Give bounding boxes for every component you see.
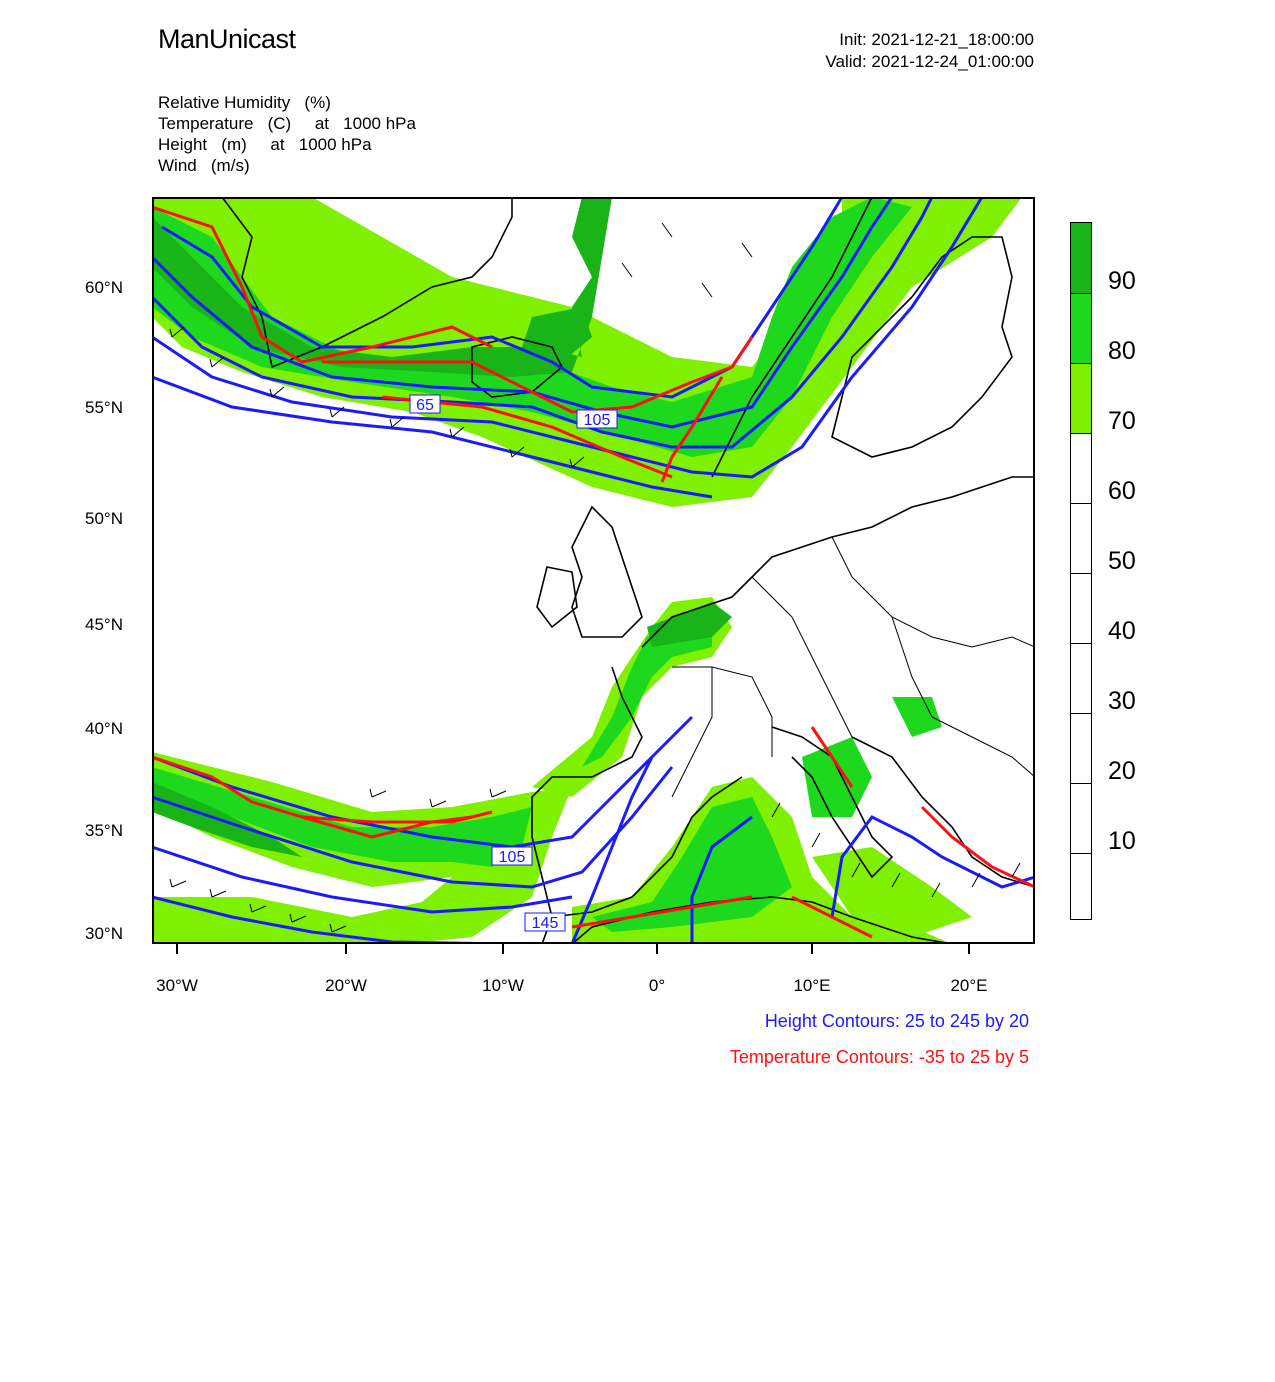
- humidity-colorbar: [1070, 222, 1092, 920]
- lat-label-60n: 60°N: [85, 278, 123, 297]
- colorbar-bin-40: [1071, 573, 1091, 643]
- field-humidity: Relative Humidity (%): [158, 93, 331, 112]
- lon-label-30w: 30°W: [156, 976, 198, 995]
- lat-label-30n: 30°N: [85, 924, 123, 943]
- colorbar-bin-50: [1071, 503, 1091, 573]
- colorbar-bin-80: [1071, 293, 1091, 363]
- height-label-105-north: 105: [583, 412, 611, 429]
- weather-map: [152, 197, 1035, 944]
- field-wind: Wind (m/s): [158, 156, 250, 175]
- colorbar-label-10: 10: [1108, 827, 1136, 855]
- valid-time: Valid: 2021-12-24_01:00:00: [825, 52, 1034, 71]
- colorbar-bin-60: [1071, 433, 1091, 503]
- lat-label-40n: 40°N: [85, 719, 123, 738]
- colorbar-bin-90: [1071, 223, 1091, 293]
- bottom-ticks: [150, 944, 1040, 958]
- height-label-105-south: 105: [498, 849, 526, 866]
- height-label-145: 145: [531, 915, 559, 932]
- lon-label-20e: 20°E: [950, 976, 988, 995]
- lat-label-50n: 50°N: [85, 509, 123, 528]
- colorbar-label-20: 20: [1108, 757, 1136, 785]
- lat-label-45n: 45°N: [85, 615, 123, 634]
- colorbar-label-60: 60: [1108, 477, 1136, 505]
- colorbar-label-30: 30: [1108, 687, 1136, 715]
- lat-label-55n: 55°N: [85, 398, 123, 417]
- lon-label-20w: 20°W: [325, 976, 367, 995]
- colorbar-label-50: 50: [1108, 547, 1136, 575]
- lon-label-10e: 10°E: [793, 976, 831, 995]
- init-time: Init: 2021-12-21_18:00:00: [839, 30, 1034, 49]
- colorbar-bin-0: [1071, 853, 1091, 919]
- map-title: ManUnicast: [158, 24, 296, 54]
- colorbar-label-80: 80: [1108, 337, 1136, 365]
- field-temperature: Temperature (C) at 1000 hPa: [158, 114, 416, 133]
- map-panel: [152, 197, 1035, 944]
- height-contour-note: Height Contours: 25 to 245 by 20: [764, 1011, 1029, 1031]
- colorbar-bin-20: [1071, 713, 1091, 783]
- colorbar-label-70: 70: [1108, 407, 1136, 435]
- colorbar-bin-30: [1071, 643, 1091, 713]
- field-height: Height (m) at 1000 hPa: [158, 135, 372, 154]
- lon-label-10w: 10°W: [482, 976, 524, 995]
- colorbar-label-40: 40: [1108, 617, 1136, 645]
- colorbar-bin-70: [1071, 363, 1091, 433]
- colorbar-label-90: 90: [1108, 267, 1136, 295]
- lat-label-35n: 35°N: [85, 821, 123, 840]
- colorbar-bin-10: [1071, 783, 1091, 853]
- lon-label-0: 0°: [648, 976, 666, 995]
- temperature-contour-note: Temperature Contours: -35 to 25 by 5: [729, 1047, 1029, 1067]
- height-label-65: 65: [416, 397, 434, 414]
